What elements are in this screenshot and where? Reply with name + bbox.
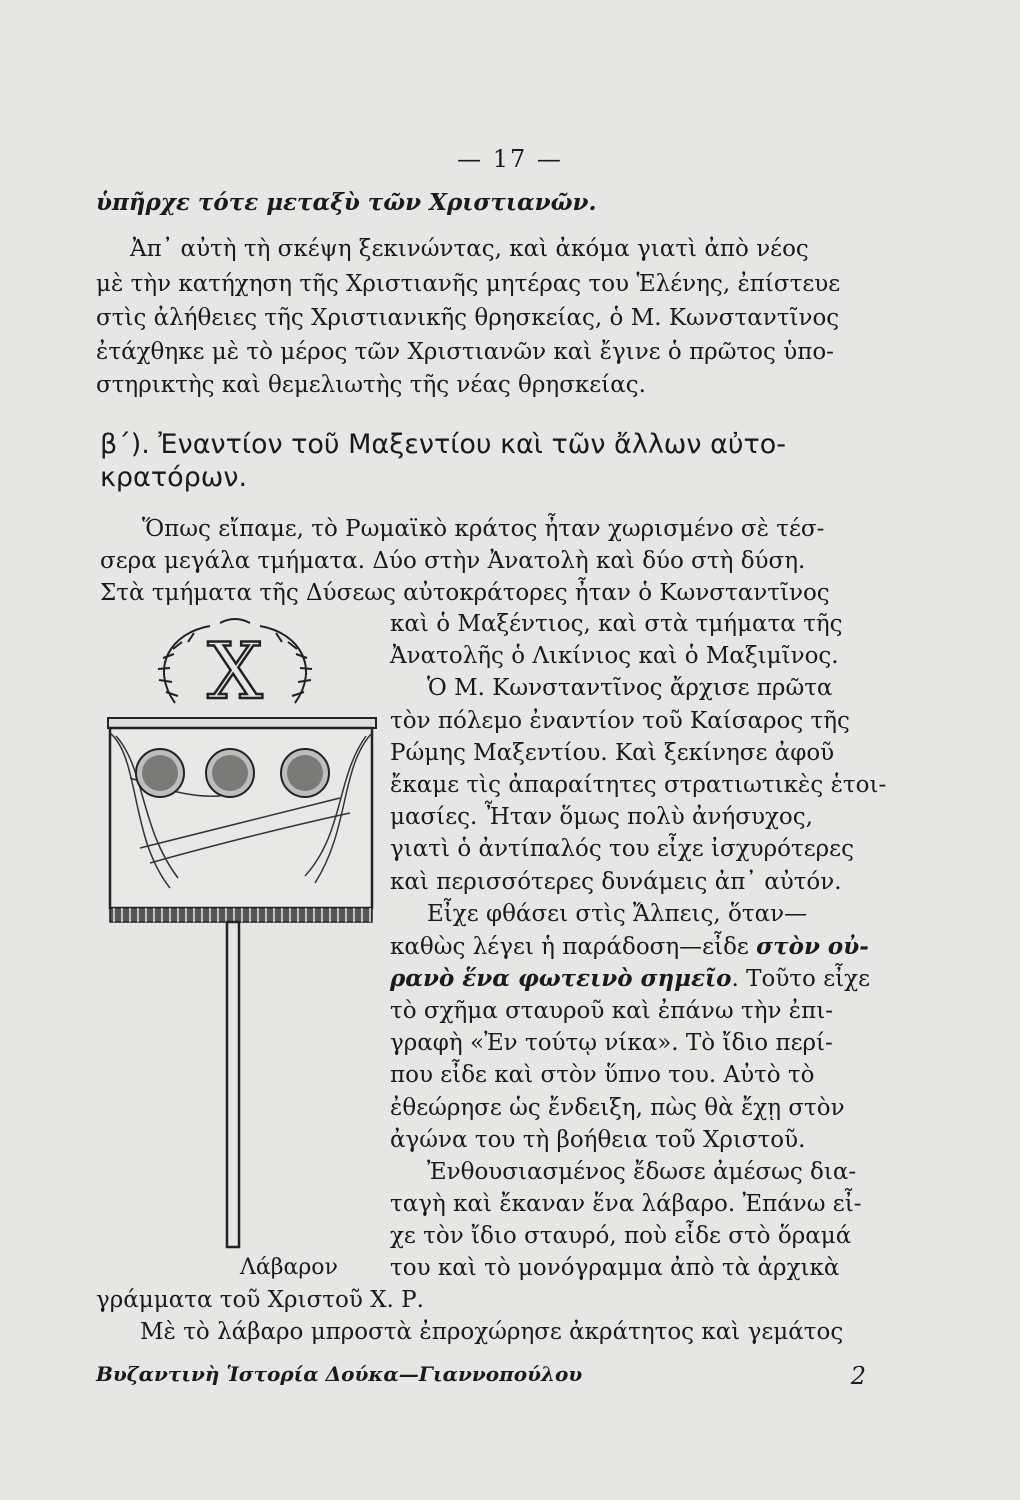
text-line: γράμματα τοῦ Χριστοῦ Χ. Ρ. (96, 1287, 424, 1313)
text-line: ἔκαμε τὶς ἀπαραίτητες στρατιωτικὲς ἑτοι- (390, 772, 887, 798)
text-line: Στὰ τμήματα τῆς Δύσεως αὐτοκράτορες ἦταν ὁ Κωνσταντῖνος (100, 580, 830, 606)
banner-pole (227, 922, 239, 1247)
emphasis-span: ρανὸ ἕνα φωτεινὸ σημεῖο (390, 965, 732, 992)
page-number: — 17 — (457, 145, 563, 173)
text-line: μὲ τὴν κατήχηση τῆς Χριστιανῆς μητέρας του Ἑλένης, ἐπίστευε (96, 271, 841, 297)
text-line: Εἶχε φθάσει στὶς Ἄλπεις, ὅταν— (427, 901, 808, 927)
text-line: τὸν πόλεμο ἐναντίον τοῦ Καίσαρος τῆς (390, 708, 850, 734)
banner-bar (108, 718, 376, 728)
text-line: σερα μεγάλα τμήματα. Δύο στὴν Ἀνατολὴ καὶ δύο στὴ δύση. (100, 548, 806, 574)
text-line: στηρικτὴς καὶ θεμελιωτὴς τῆς νέας θρησκείας. (96, 372, 646, 398)
text-line: που εἶδε καὶ στὸν ὕπνο του. Αὐτὸ τὸ (390, 1062, 815, 1088)
text-line: μασίες. Ἦταν ὅμως πολὺ ἀνήσυχος, (390, 804, 813, 830)
text-line: ἐτάχθηκε μὲ τὸ μέρος τῶν Χριστιανῶν καὶ ἔγινε ὁ πρῶτος ὑπο- (96, 339, 834, 365)
text-line: Ὅπως εἴπαμε, τὸ Ρωμαϊκὸ κράτος ἦταν χωρισμένο σὲ τέσ- (142, 516, 825, 542)
text-span: . Τοῦτο εἶχε (731, 966, 870, 992)
text-line: ὑπῆρχε τότε μεταξὺ τῶν Χριστιανῶν. (96, 189, 597, 216)
emphasis-span: στὸν οὐ- (756, 933, 869, 960)
text-line: τὸ σχῆμα σταυροῦ καὶ ἐπάνω τὴν ἐπι- (390, 998, 834, 1024)
figure-caption: Λάβαρον (240, 1255, 338, 1280)
labarum-illustration (100, 608, 385, 1258)
text-line (390, 931, 869, 963)
text-line: γραφὴ «Ἐν τούτῳ νίκα». Τὸ ἴδιο περί- (390, 1030, 833, 1056)
text-line: χε τὸν ἴδιο σταυρό, ποὺ εἶδε στὸ ὅραμά (390, 1223, 852, 1249)
text-line: Ρώμης Μαξεντίου. Καὶ ξεκίνησε ἀφοῦ (390, 740, 835, 766)
text-line: καὶ περισσότερες δυνάμεις ἀπ᾽ αὐτόν. (390, 869, 842, 895)
text-line: Μὲ τὸ λάβαρο μπροστὰ ἐπροχώρησε ἀκράτητος καὶ γεμάτος (140, 1319, 844, 1345)
footer-title: Βυζαντινὴ Ἱστορία Δούκα—Γιαννοπούλου (96, 1362, 583, 1386)
wreath-right-branch (260, 626, 306, 703)
text-line: Ἀπ᾽ αὐτὴ τὴ σκέψη ξεκινώντας, καὶ ἀκόμα γιατὶ ἀπὸ νέος (130, 236, 809, 262)
footer (96, 1362, 866, 1390)
text-line: Ἀνατολῆς ὁ Λικίνιος καὶ ὁ Μαξιμῖνος. (390, 643, 839, 669)
text-line: γιατὶ ὁ ἀντίπαλός του εἶχε ἰσχυρότερες (390, 836, 854, 862)
medallion-group (136, 749, 329, 797)
text-span: καθὼς λέγει ἡ παράδοση—εἶδε (390, 934, 757, 960)
signature-mark: 2 (850, 1362, 866, 1390)
text-line: καὶ ὁ Μαξέντιος, καὶ στὰ τμήματα τῆς (390, 611, 843, 637)
text-line: Ὁ Μ. Κωνσταντῖνος ἄρχισε πρῶτα (427, 675, 833, 701)
text-line: του καὶ τὸ μονόγραμμα ἀπὸ τὰ ἀρχικὰ (390, 1255, 840, 1281)
chi-monogram: Χ (207, 627, 263, 717)
text-line: στὶς ἀλήθειες τῆς Χριστιανικῆς θρησκείας, ὁ Μ. Κωνσταντῖνος (96, 305, 840, 331)
text-line: ταγὴ καὶ ἔκαναν ἕνα λάβαρο. Ἐπάνω εἶ- (390, 1191, 862, 1217)
text-line (390, 963, 870, 995)
banner-fringe (110, 908, 372, 922)
text-line: Ἐνθουσιασμένος ἔδωσε ἀμέσως δια- (427, 1159, 857, 1185)
section-heading: β΄). Ἐναντίον τοῦ Μαξεντίου καὶ τῶν ἄλλων αὐτο- (100, 429, 787, 460)
section-heading: κρατόρων. (100, 462, 248, 493)
wreath-left-branch (164, 626, 210, 703)
text-line: ἐθεώρησε ὡς ἔνδειξη, πὼς θὰ ἔχῃ στὸν (390, 1095, 845, 1121)
text-line: ἀγώνα του τὴ βοήθεια τοῦ Χριστοῦ. (390, 1127, 806, 1153)
